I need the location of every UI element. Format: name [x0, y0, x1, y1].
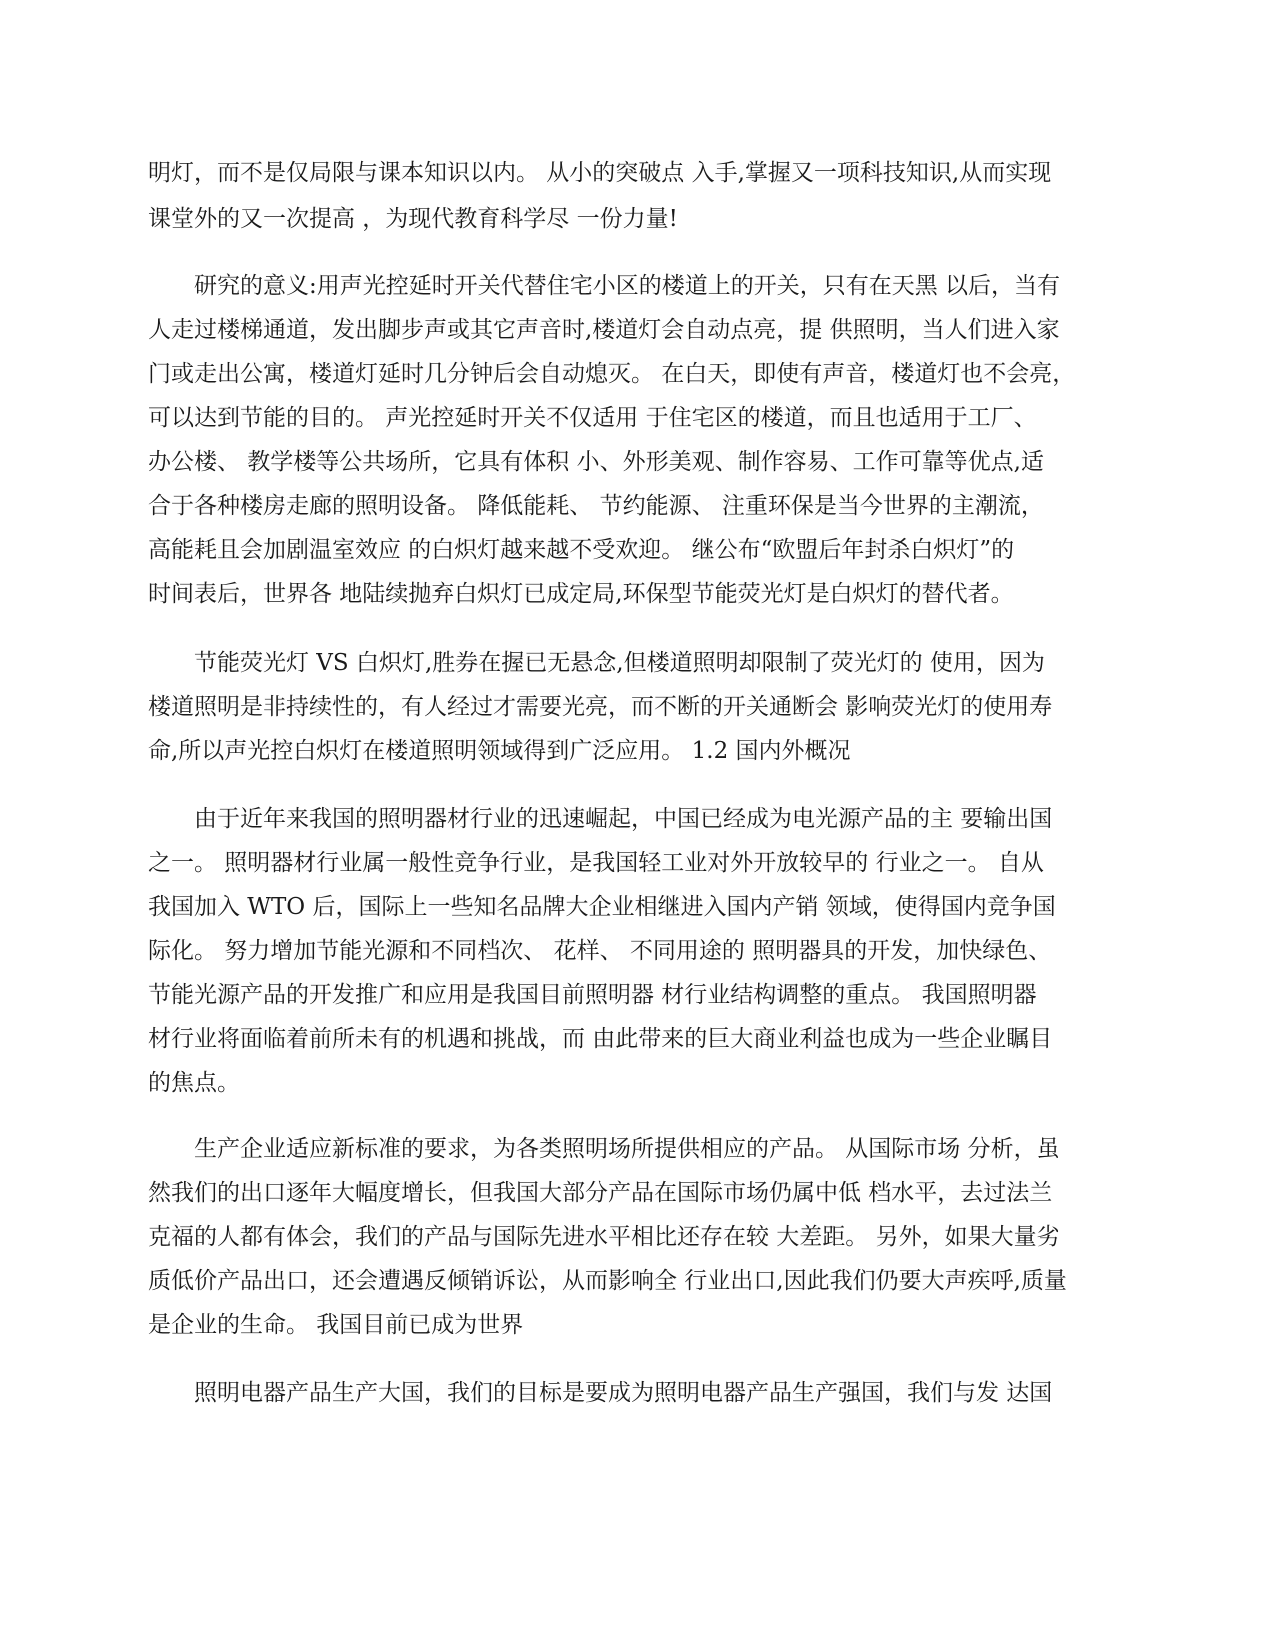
text-line: 材行业将面临着前所未有的机遇和挑战，而 由此带来的巨大商业利益也成为一些企业瞩目: [148, 1026, 1053, 1052]
text-line: 门或走出公寓，楼道灯延时几分钟后会自动熄灭。 在白天，即使有声音，楼道灯也不会亮，: [148, 361, 1076, 387]
text-line: 课堂外的又一次提高 ，为现代教育科学尽 一份力量!: [148, 206, 678, 232]
text-line: 可以达到节能的目的。 声光控延时开关不仅适用 于住宅区的楼道，而且也适用于工厂、: [148, 405, 1037, 431]
text-line: 是企业的生命。 我国目前已成为世界: [148, 1312, 524, 1338]
text-line: 之一。 照明器材行业属一般性竞争行业，是我国轻工业对外开放较早的 行业之一。 自从: [148, 850, 1044, 876]
text-line: 明灯，而不是仅局限与课本知识以内。 从小的突破点 入手,掌握又一项科技知识,从而实现: [148, 160, 1052, 186]
text-line: 由于近年来我国的照明器材行业的迅速崛起，中国已经成为电光源产品的主 要输出国: [194, 806, 1053, 832]
text-line: 节能荧光灯 VS 白炽灯,胜券在握已无悬念,但楼道照明却限制了荧光灯的 使用，因为: [194, 650, 1045, 676]
text-line: 时间表后，世界各 地陆续抛弃白炽灯已成定局,环保型节能荧光灯是白炽灯的替代者。: [148, 581, 1014, 607]
text-line: 克福的人都有体会，我们的产品与国际先进水平相比还存在较 大差距。 另外，如果大量劣: [148, 1224, 1060, 1250]
text-line: 办公楼、 教学楼等公共场所，它具有体积 小、外形美观、制作容易、工作可靠等优点,适: [148, 449, 1044, 475]
text-line: 然我们的出口逐年大幅度增长，但我国大部分产品在国际市场仍属中低 档水平，去过法兰: [148, 1180, 1053, 1206]
text-line: 的焦点。: [148, 1070, 240, 1096]
text-line: 照明电器产品生产大国，我们的目标是要成为照明电器产品生产强国，我们与发 达国: [194, 1380, 1053, 1406]
text-line: 楼道照明是非持续性的，有人经过才需要光亮，而不断的开关通断会 影响荧光灯的使用寿: [148, 694, 1053, 720]
text-line: 高能耗且会加剧温室效应 的白炽灯越来越不受欢迎。 继公布“欧盟后年封杀白炽灯”的: [148, 537, 1015, 563]
text-line: 际化。 努力增加节能光源和不同档次、 花样、 不同用途的 照明器具的开发，加快绿色、: [148, 938, 1052, 964]
text-line: 我国加入 WTO 后，国际上一些知名品牌大企业相继进入国内产销 领域，使得国内竞争国: [148, 894, 1056, 920]
text-line: 节能光源产品的开发推广和应用是我国目前照明器 材行业结构调整的重点。 我国照明器: [148, 982, 1037, 1008]
text-line: 命,所以声光控白炽灯在楼道照明领域得到广泛应用。 1.2 国内外概况: [148, 738, 851, 764]
text-line: 质低价产品出口，还会遭遇反倾销诉讼，从而影响全 行业出口,因此我们仍要大声疾呼,质量: [148, 1268, 1067, 1294]
text-line: 研究的意义:用声光控延时开关代替住宅小区的楼道上的开关，只有在天黑 以后，当有: [194, 273, 1061, 299]
text-line: 合于各种楼房走廊的照明设备。 降低能耗、 节约能源、 注重环保是当今世界的主潮流，: [148, 493, 1044, 519]
text-line: 生产企业适应新标准的要求，为各类照明场所提供相应的产品。 从国际市场 分析，虽: [194, 1136, 1060, 1162]
text-line: 人走过楼梯通道，发出脚步声或其它声音时,楼道灯会自动点亮，提 供照明，当人们进入家: [148, 317, 1060, 343]
